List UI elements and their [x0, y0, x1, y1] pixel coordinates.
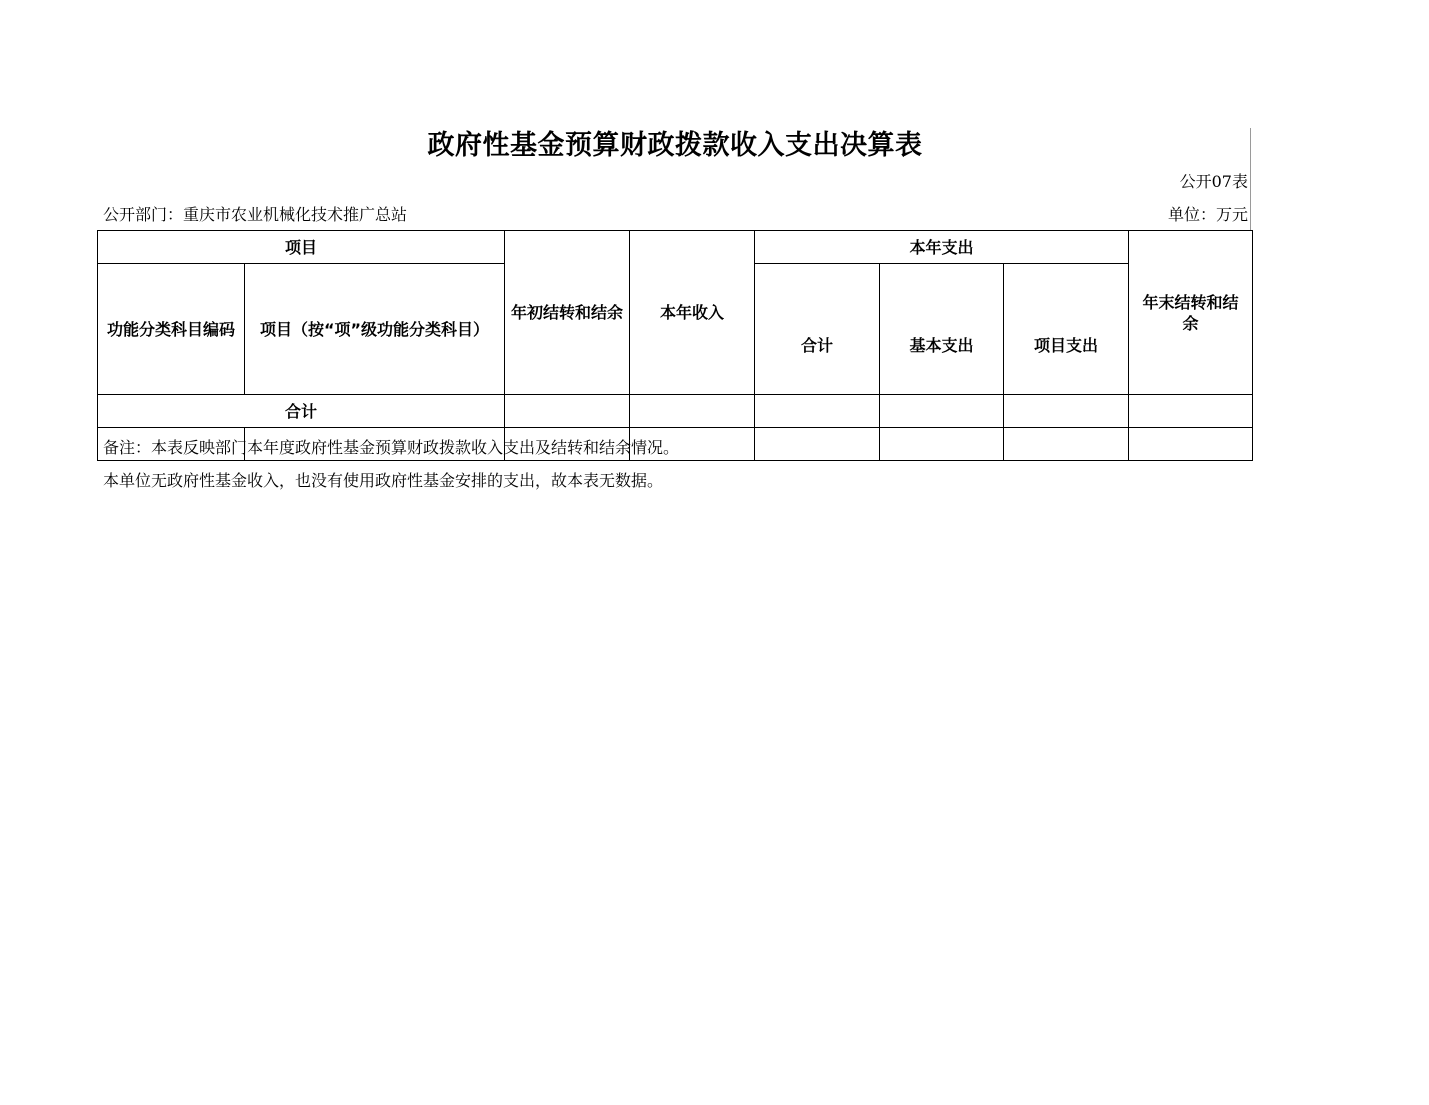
cell-exp-project: [1004, 428, 1129, 461]
header-opening-balance: 年初结转和结余: [505, 231, 630, 395]
total-exp-basic: [880, 395, 1004, 428]
header-code-col: 功能分类科目编码: [98, 264, 245, 395]
header-exp-basic: 基本支出: [880, 264, 1004, 395]
total-closing-balance: [1129, 395, 1253, 428]
header-closing-balance: 年末结转和结余: [1129, 231, 1253, 395]
cell-closing-balance: [1129, 428, 1253, 461]
header-item-group: 项目: [98, 231, 505, 264]
header-exp-project: 项目支出: [1004, 264, 1129, 395]
cell-exp-basic: [880, 428, 1004, 461]
header-name-col: 项目（按“项”级功能分类科目）: [245, 264, 505, 395]
header-expenditure-group: 本年支出: [755, 231, 1129, 264]
unit-label: 单位：万元: [1167, 205, 1248, 224]
header-exp-total: 合计: [755, 264, 880, 395]
note-no-data: 本单位无政府性基金收入，也没有使用政府性基金安排的支出，故本表无数据。: [103, 471, 664, 490]
form-number: 公开07表: [1179, 172, 1248, 191]
budget-table: [97, 230, 1253, 461]
note-description: 备注：本表反映部门本年度政府性基金预算财政拨款收入支出及结转和结余情况。: [103, 438, 680, 457]
total-current-income: [630, 395, 755, 428]
total-exp-total: [755, 395, 880, 428]
department-label: 公开部门：重庆市农业机械化技术推广总站: [103, 205, 408, 224]
cell-exp-total: [755, 428, 880, 461]
total-row: [98, 395, 1253, 428]
header-row-top: [98, 231, 1253, 264]
header-current-income: 本年收入: [630, 231, 755, 395]
total-label: 合计: [98, 395, 505, 428]
total-exp-project: [1004, 395, 1129, 428]
total-opening-balance: [505, 395, 630, 428]
report-title: 政府性基金预算财政拨款收入支出决算表: [427, 130, 923, 161]
